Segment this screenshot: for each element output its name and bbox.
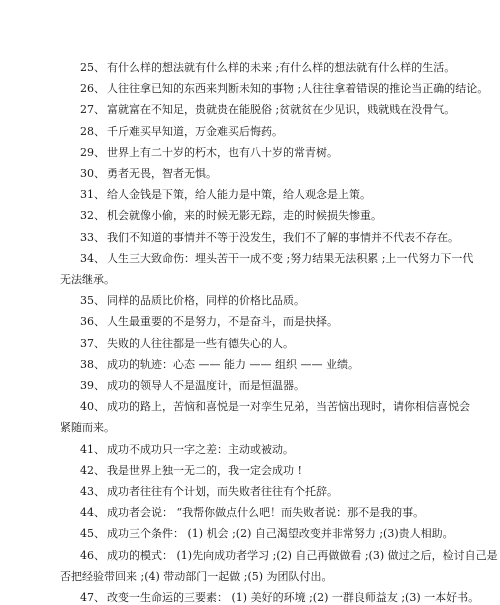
item-number: 45、 — [80, 527, 105, 541]
item-number: 43、 — [80, 485, 105, 498]
item-text: 富就富在不知足，贵就贵在能脱俗 ;贫就贫在少见识，贱就贱在没骨气。 — [107, 103, 456, 117]
item-number: 25、 — [80, 61, 105, 74]
item-number: 28、 — [80, 124, 105, 138]
item-text: 成功的轨迹：心态 —— 能力 —— 组织 —— 业绩。 — [107, 357, 359, 371]
list-item — [80, 252, 473, 266]
item-number: 32、 — [80, 209, 105, 223]
item-text: 成功三个条件： (1) 机会 ;(2) 自己渴望改变并非常努力 ;(3)贵人相助。 — [107, 527, 454, 541]
list-item-continuation — [60, 273, 115, 287]
list-item — [80, 125, 283, 139]
item-text: 成功的路上，苦恼和喜悦是一对孪生兄弟，当苦恼出现时，请你相信喜悦会 — [107, 400, 470, 414]
item-number: 35、 — [80, 294, 105, 308]
item-text: 否把经验带回来 ;(4) 带动部门一起做 ;(5) 为团队付出。 — [60, 569, 333, 583]
item-text: 勇者无畏，智者无惧。 — [107, 167, 217, 180]
item-text: 人生三大致命伤：埋头苦干一成不变 ;努力结果无法积累 ;上一代努力下一代 — [107, 251, 474, 265]
item-text: 世界上有二十岁的朽木，也有八十岁的常青树。 — [107, 145, 338, 159]
list-item — [80, 294, 305, 308]
list-item — [80, 337, 294, 351]
item-text: 同样的品质比价格，同样的价格比品质。 — [107, 294, 305, 308]
list-item — [80, 167, 217, 181]
item-number: 47、 — [80, 591, 105, 604]
item-text: 成功不成功只一字之差：主动或被动。 — [107, 442, 294, 456]
item-number: 27、 — [80, 103, 105, 117]
list-item — [80, 146, 338, 160]
list-item — [80, 591, 479, 605]
item-number: 42、 — [80, 463, 105, 477]
item-text: 无法继承。 — [60, 273, 115, 286]
list-item — [80, 82, 488, 96]
list-item — [80, 400, 470, 414]
item-text: 成功的领导人不是温度计，而是恒温器。 — [107, 379, 305, 392]
item-number: 39、 — [80, 379, 105, 392]
item-text: 人往往拿已知的东西来判断未知的事物 ;人往往拿着错误的推论当正确的结论。 — [107, 82, 489, 96]
item-number: 34、 — [80, 251, 105, 265]
item-text: 我是世界上独一无二的，我一定会成功 ! — [107, 463, 302, 477]
item-text: 机会就像小偷，来的时候无影无踪，走的时候损失惨重。 — [107, 209, 382, 223]
item-number: 37、 — [80, 336, 105, 350]
list-item — [80, 209, 382, 223]
item-text: 我们不知道的事情并不等于没发生，我们不了解的事情并不代表不存在。 — [107, 230, 459, 244]
list-item — [80, 231, 459, 245]
item-text: 成功者会说： “我帮你做点什么吧！而失败者说：那不是我的事。 — [107, 506, 425, 520]
list-item — [80, 549, 498, 563]
item-number: 40、 — [80, 400, 105, 414]
list-item — [80, 315, 338, 329]
list-item-continuation — [60, 421, 115, 435]
list-item-continuation — [60, 570, 333, 584]
item-number: 30、 — [80, 167, 105, 180]
list-item — [80, 188, 371, 202]
item-text: 给人金钱是下策，给人能力是中策，给人观念是上策。 — [107, 188, 371, 202]
item-number: 38、 — [80, 357, 105, 371]
item-text: 成功者往往有个计划，而失败者往往有个托辞。 — [107, 485, 338, 498]
item-text: 人生最重要的不是努力，不是奋斗，而是抉择。 — [107, 315, 338, 329]
item-number: 46、 — [80, 548, 105, 562]
item-number: 41、 — [80, 442, 105, 456]
list-item — [80, 485, 338, 499]
item-number: 26、 — [80, 82, 105, 96]
item-text: 有什么样的想法就有什么样的未来 ;有什么样的想法就有什么样的生活。 — [107, 61, 456, 74]
item-number: 44、 — [80, 506, 105, 520]
item-number: 29、 — [80, 145, 105, 159]
list-item — [80, 443, 294, 457]
item-number: 36、 — [80, 315, 105, 329]
list-item — [80, 379, 305, 393]
item-number: 33、 — [80, 230, 105, 244]
item-text: 改变一生命运的三要素： (1) 美好的环境 ;(2) 一群良师益友 ;(3) 一本好书。 — [107, 591, 480, 604]
list-item — [80, 103, 455, 117]
list-item — [80, 506, 424, 520]
list-item — [80, 61, 455, 75]
item-text: 成功的模式： (1)先向成功者学习 ;(2) 自己再做做看 ;(3) 做过之后，检讨自己是 — [107, 548, 498, 562]
item-text: 失败的人往往都是一些有德失心的人。 — [107, 336, 294, 350]
list-item — [80, 527, 454, 541]
list-item — [80, 358, 359, 372]
item-number: 31、 — [80, 188, 105, 202]
list-item — [80, 464, 302, 478]
item-text: 紧随而来。 — [60, 421, 115, 435]
item-text: 千斤难买早知道，万金难买后悔药。 — [107, 124, 283, 138]
